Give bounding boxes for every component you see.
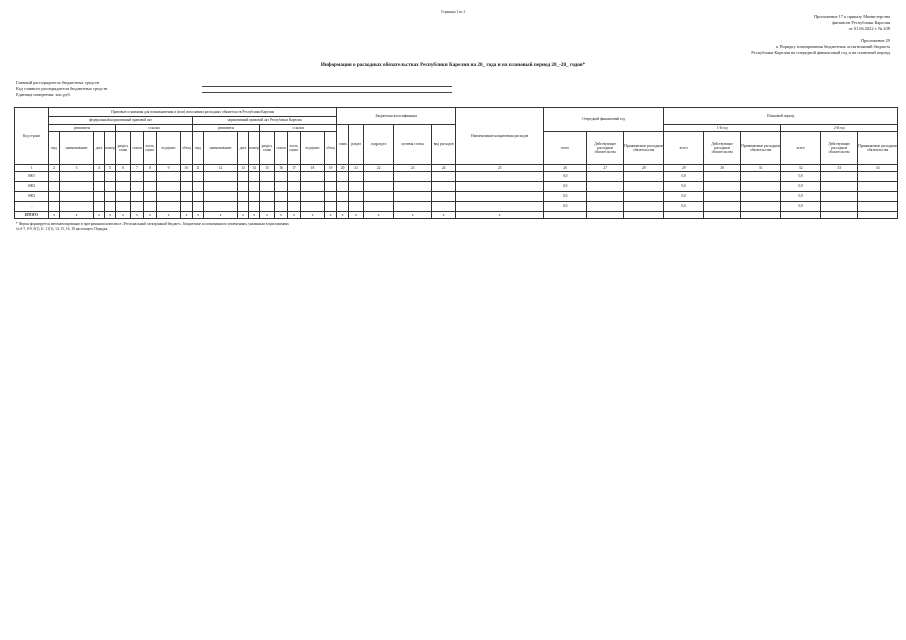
column-number-row <box>15 165 898 172</box>
footnote-line: * Форма формируется автоматизированно в программном комплексе «Региональный электронный бюджет». Бюджетные ассигнования по изменениям, указанным в приложениях <box>16 222 289 226</box>
header-leaf: наименование <box>204 132 238 165</box>
column-number: 24 <box>432 165 456 172</box>
field-line-grbs-code <box>202 92 452 93</box>
total-mark: x <box>144 212 157 219</box>
header-leaf: вид <box>193 132 204 165</box>
column-number: 28 <box>624 165 664 172</box>
header-rekvizity-fed: реквизиты <box>49 125 116 132</box>
total-mark: x <box>456 212 544 219</box>
column-number: 10 <box>181 165 193 172</box>
header-rekvizity-reg: реквизиты <box>193 125 260 132</box>
total-mark: x <box>260 212 275 219</box>
total-mark: x <box>131 212 144 219</box>
header-leaf: статья <box>131 132 144 165</box>
header-leaf: вид <box>49 132 60 165</box>
cell-value: 0,0 <box>544 182 587 192</box>
header-ssylki-fed: ссылки <box>116 125 193 132</box>
header-leaf: номер <box>249 132 260 165</box>
row-code: 0002 <box>15 182 49 192</box>
footnote-line: № 6-7, 8-9, 9(1) 11, 11(1), 14, 15, 16, 18 настоящего Порядка. <box>16 227 109 231</box>
page-number: Страница 1 из 1 <box>440 10 466 14</box>
total-mark: x <box>49 212 60 219</box>
table-row <box>15 182 898 192</box>
column-number: 31 <box>741 165 781 172</box>
appendix-line: от 01.06.2022 г. № 438 <box>848 26 890 31</box>
header-god1: 1-й год <box>664 125 781 132</box>
header-ocherednoy: Очередной финансовый год <box>544 108 664 132</box>
cell-value: 0,0 <box>781 192 821 202</box>
header-leaf: Принимаемые расходные обязательства <box>741 132 781 165</box>
column-number: 7 <box>131 165 144 172</box>
header-leaf: подпункт <box>157 132 181 165</box>
header-federal-act: федеральный нормативный правовой акт <box>49 117 193 125</box>
column-number: 8 <box>144 165 157 172</box>
total-mark: x <box>364 212 394 219</box>
cell-value: 0,0 <box>544 192 587 202</box>
total-mark: x <box>337 212 349 219</box>
row-code: 0003 <box>15 192 49 202</box>
header-leaf: часть, пункт <box>144 132 157 165</box>
total-mark: x <box>238 212 249 219</box>
total-mark: x <box>204 212 238 219</box>
total-mark: x <box>275 212 288 219</box>
total-mark: x <box>116 212 131 219</box>
column-number: 30 <box>704 165 741 172</box>
total-row <box>15 212 898 219</box>
column-number: 11 <box>193 165 204 172</box>
header-leaf: номер <box>105 132 116 165</box>
column-number: 34 <box>858 165 898 172</box>
header-razdel: раздел <box>349 125 364 165</box>
appendix-line: финансов Республики Карелия <box>832 20 890 25</box>
column-number: 13 <box>238 165 249 172</box>
column-number: 12 <box>204 165 238 172</box>
header-leaf: дата <box>94 132 105 165</box>
header-leaf: всего <box>664 132 704 165</box>
total-mark: x <box>181 212 193 219</box>
header-naim-napr: Наименование направления расходов <box>456 108 544 165</box>
column-number: 2 <box>49 165 60 172</box>
total-mark: x <box>157 212 181 219</box>
cell-value: 0,0 <box>664 182 704 192</box>
column-number: 15 <box>260 165 275 172</box>
column-number: 1 <box>15 165 49 172</box>
total-mark: x <box>193 212 204 219</box>
header-leaf: Принимаемые расходные обязательства <box>858 132 898 165</box>
total-mark: x <box>288 212 301 219</box>
column-number: 33 <box>821 165 858 172</box>
total-mark: x <box>349 212 364 219</box>
table-row <box>15 202 898 212</box>
column-number: 6 <box>116 165 131 172</box>
supplement-line: Республики Карелия на очередной финансовый год и на плановый период <box>751 50 890 55</box>
obligations-table <box>14 107 898 219</box>
total-mark: x <box>105 212 116 219</box>
header-leaf: Действующие расходные обязательства <box>821 132 858 165</box>
total-mark: x <box>325 212 337 219</box>
total-mark: x <box>301 212 325 219</box>
header-vid-rashodov: вид расходов <box>432 125 456 165</box>
header-pravovye: Правовые основания для возникновения и (или) исполнения расходных обязательств Республики Карелия <box>49 108 337 117</box>
field-label-grbs-code: Код главного распорядителя бюджетных средств <box>16 86 108 91</box>
header-leaf: статья <box>275 132 288 165</box>
column-number: 32 <box>781 165 821 172</box>
document-title: Информация о расходных обязательствах Республики Карелия на 20_ года и на плановый период 20_-20_ годов* <box>320 62 586 68</box>
header-planovy: Плановый период <box>664 108 898 125</box>
header-glava: глава <box>337 125 349 165</box>
header-podrazdel: подраздел <box>364 125 394 165</box>
field-label-unit: Единица измерения: тыс.руб. <box>16 92 71 97</box>
header-god2: 2-й год <box>781 125 898 132</box>
cell-value: 0,0 <box>664 172 704 182</box>
column-number: 22 <box>364 165 394 172</box>
total-mark: x <box>394 212 432 219</box>
cell-value: 0,0 <box>781 172 821 182</box>
column-number: 21 <box>349 165 364 172</box>
column-number: 25 <box>456 165 544 172</box>
column-number: 26 <box>544 165 587 172</box>
column-number: 3 <box>60 165 94 172</box>
header-leaf: всего <box>781 132 821 165</box>
header-row-1 <box>15 108 898 117</box>
cell-value: 0,0 <box>664 202 704 212</box>
cell-value: 0,0 <box>544 172 587 182</box>
column-number: 27 <box>587 165 624 172</box>
cell-value: 0,0 <box>781 202 821 212</box>
total-mark: x <box>94 212 105 219</box>
field-label-grbs: Главный распорядитель бюджетных средств <box>16 80 99 85</box>
footnote <box>16 222 289 232</box>
column-number: 14 <box>249 165 260 172</box>
header-leaf: абзац <box>181 132 193 165</box>
cell-value: 0,0 <box>664 192 704 202</box>
header-leaf: Действующие расходные обязательства <box>587 132 624 165</box>
total-label: ИТОГО <box>15 212 49 219</box>
column-number: 16 <box>275 165 288 172</box>
header-leaf: раздел, глава <box>260 132 275 165</box>
table-row <box>15 172 898 182</box>
header-leaf: абзац <box>325 132 337 165</box>
row-code: 0001 <box>15 172 49 182</box>
column-number: 29 <box>664 165 704 172</box>
column-number: 19 <box>325 165 337 172</box>
row-code: ... <box>15 202 49 212</box>
header-kod-stroki: Код строки <box>15 108 49 165</box>
header-celevaya: целевая статья <box>394 125 432 165</box>
header-leaf: часть, пункт <box>288 132 301 165</box>
column-number: 23 <box>394 165 432 172</box>
total-mark: x <box>60 212 94 219</box>
supplement-line: Приложение 29 <box>860 38 890 43</box>
column-number: 17 <box>288 165 301 172</box>
header-leaf: наименование <box>60 132 94 165</box>
appendix-line: Приложение 17 к приказу Министерства <box>813 14 890 19</box>
table-row <box>15 192 898 202</box>
supplement-block <box>751 38 890 56</box>
header-leaf: Принимаемые расходные обязательства <box>624 132 664 165</box>
total-mark: x <box>432 212 456 219</box>
header-leaf: дата <box>238 132 249 165</box>
column-number: 18 <box>301 165 325 172</box>
column-number: 20 <box>337 165 349 172</box>
header-ssylki-reg: ссылки <box>260 125 337 132</box>
cell-value: 0,0 <box>781 182 821 192</box>
header-leaf: Действующие расходные обязательства <box>704 132 741 165</box>
header-leaf: подпункт <box>301 132 325 165</box>
header-leaf: раздел, глава <box>116 132 131 165</box>
total-mark: x <box>249 212 260 219</box>
column-number: 4 <box>94 165 105 172</box>
field-line-grbs <box>202 86 452 87</box>
cell-value: 0,0 <box>544 202 587 212</box>
header-budget-class: Бюджетная классификация <box>337 108 456 125</box>
supplement-line: к Порядку планирования бюджетных ассигнований бюджета <box>776 44 890 49</box>
column-number: 9 <box>157 165 181 172</box>
column-number: 5 <box>105 165 116 172</box>
appendix-block <box>814 14 890 32</box>
header-leaf: всего <box>544 132 587 165</box>
header-regional-act: нормативный правовой акт Республики Карелия <box>193 117 337 125</box>
